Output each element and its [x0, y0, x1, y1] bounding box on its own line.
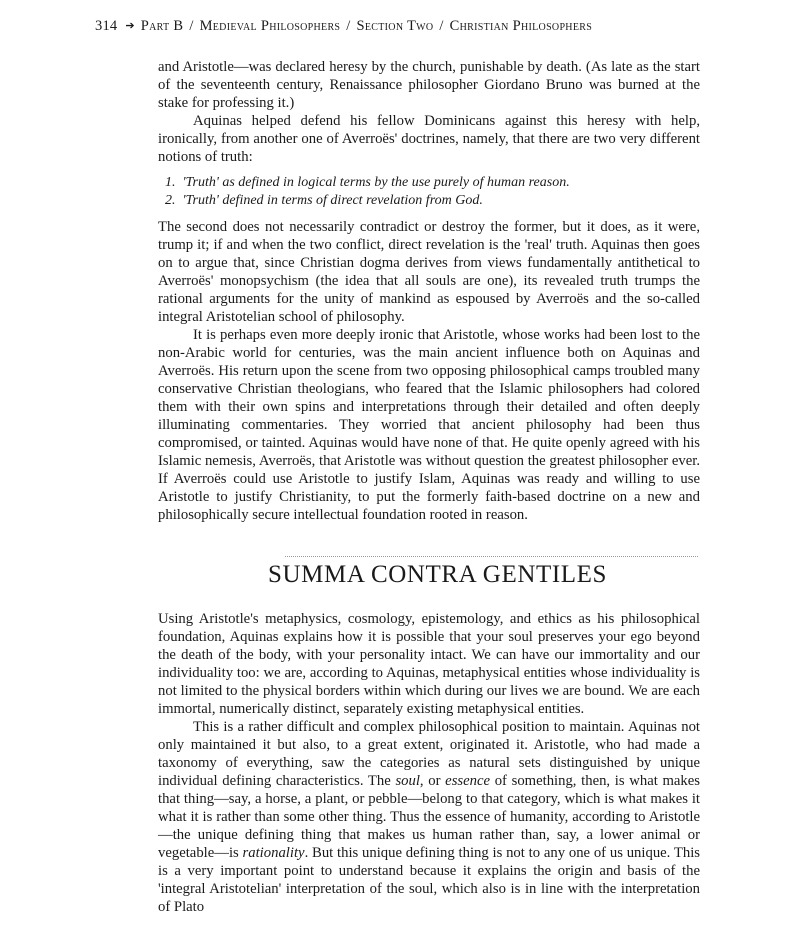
running-head: [95, 18, 592, 35]
running-head-part: Part B: [140, 18, 184, 34]
section-heading: SUMMA CONTRA GENTILES: [268, 561, 608, 588]
running-head-separator: /: [439, 18, 444, 34]
list-item-number: 2.: [165, 193, 176, 208]
paragraph: Using Aristotle's metaphysics, cosmology, epistemology, and ethics as his philosophical foundation, Aquinas explains how it is possible that your soul preserves your ego beyond the death of the body, with your personality intact. We can have our immortality and our individuality too: we are, according to Aquinas, metaphysical entities whose individuality is not limited to the physical borders within which during our lives we are bound. We are each immortal, numerically distinct, separately existing metaphysical entities.: [158, 611, 700, 717]
paragraph: and Aristotle—was declared heresy by the church, punishable by death. (As late as the start of the seventeenth century, Renaissance philosopher Giordano Bruno was burned at the stake for professing it.): [158, 59, 700, 111]
running-head-subject: Christian Philosophers: [449, 18, 593, 34]
list-item-number: 1.: [165, 175, 176, 190]
running-head-chapter: Medieval Philosophers: [199, 18, 341, 34]
emphasis-term: essence: [445, 773, 491, 789]
list-item: [158, 192, 700, 210]
paragraph-text: of something, then, is what makes that thing—say, a horse, a plant, or pebble—belong to that category, which is what makes it what it is rather than some other thing. Thus the essence of humanity, according to Aristotle—the unique defining thing that makes us human rather than, say, a lower animal or vegetable—is: [158, 773, 700, 861]
list-item-text: 'Truth' defined in terms of direct revelation from God.: [182, 193, 483, 208]
paragraph: The second does not necessarily contradict or destroy the former, but it does, as it were, trump it; if and when the two conflict, direct revelation is the 'real' truth. Aquinas then goes on to argue that, since Christian dogma derives from views fundamentally antithetical to Averroës' monopsychism (the idea that all souls are one), its revealed truth trumps the rational arguments for the unity of mankind as espoused by Averroës and the so-called integral Aristotelian school of philosophy.: [158, 219, 700, 325]
list-item: [158, 174, 700, 192]
paragraph-text: , or: [419, 773, 446, 789]
text-block-upper: [158, 58, 700, 524]
truth-list: [158, 174, 700, 210]
page-number: 314: [95, 18, 118, 34]
emphasis-term: soul: [395, 773, 420, 789]
arrow-icon: ➔: [125, 20, 135, 32]
running-head-separator: /: [346, 18, 351, 34]
text-block-lower: [158, 610, 700, 916]
paragraph: Aquinas helped defend his fellow Dominicans against this heresy with help, ironically, from another one of Averroës' doctrines, namely, that there are two very different notions of truth:: [158, 113, 700, 165]
paragraph: It is perhaps even more deeply ironic that Aristotle, whose works had been lost to the non-Arabic world for centuries, was the main ancient influence both on Aquinas and Averroës. His return upon the scene from two opposing philosophical camps troubled many conservative Christian theologians, who feared that the Islamic philosophers had colored them with their own spins and interpretations through their detailed and often deeply illuminating commentaries. They worried that ancient philosophy had been thus compromised, or tainted. Aquinas would have none of that. He quite openly agreed with his Islamic nemesis, Averroës, that Aristotle was without question the greatest philosopher ever. If Averroës could use Aristotle to justify Islam, Aquinas was ready and willing to use Aristotle to justify Christianity, to put the formerly faith-based doctrine on a new and philosophically secure intellectual foundation rooted in reason.: [158, 327, 700, 523]
emphasis-term: rationality: [242, 845, 305, 861]
section-divider: [285, 556, 698, 557]
paragraph: [158, 718, 700, 916]
list-item-text: 'Truth' as defined in logical terms by the use purely of human reason.: [182, 175, 570, 190]
paragraph-text: . But this unique defining thing is not to any one of us unique. This is a very important point to understand because it explains the origin and basis of the 'integral Aristotelian' interpretation of the soul, which also is in line with the interpretation of Plato: [158, 845, 700, 915]
paragraph-text: This is a rather difficult and complex philosophical position to maintain. Aquinas not only maintained it but also, to a great extent, originated it. Aristotle, who had made a taxonomy of everything, saw the categories as natural sets distinguished by unique individual defining characteristics. The: [158, 719, 700, 789]
running-head-separator: /: [189, 18, 194, 34]
running-head-section: Section Two: [356, 18, 434, 34]
